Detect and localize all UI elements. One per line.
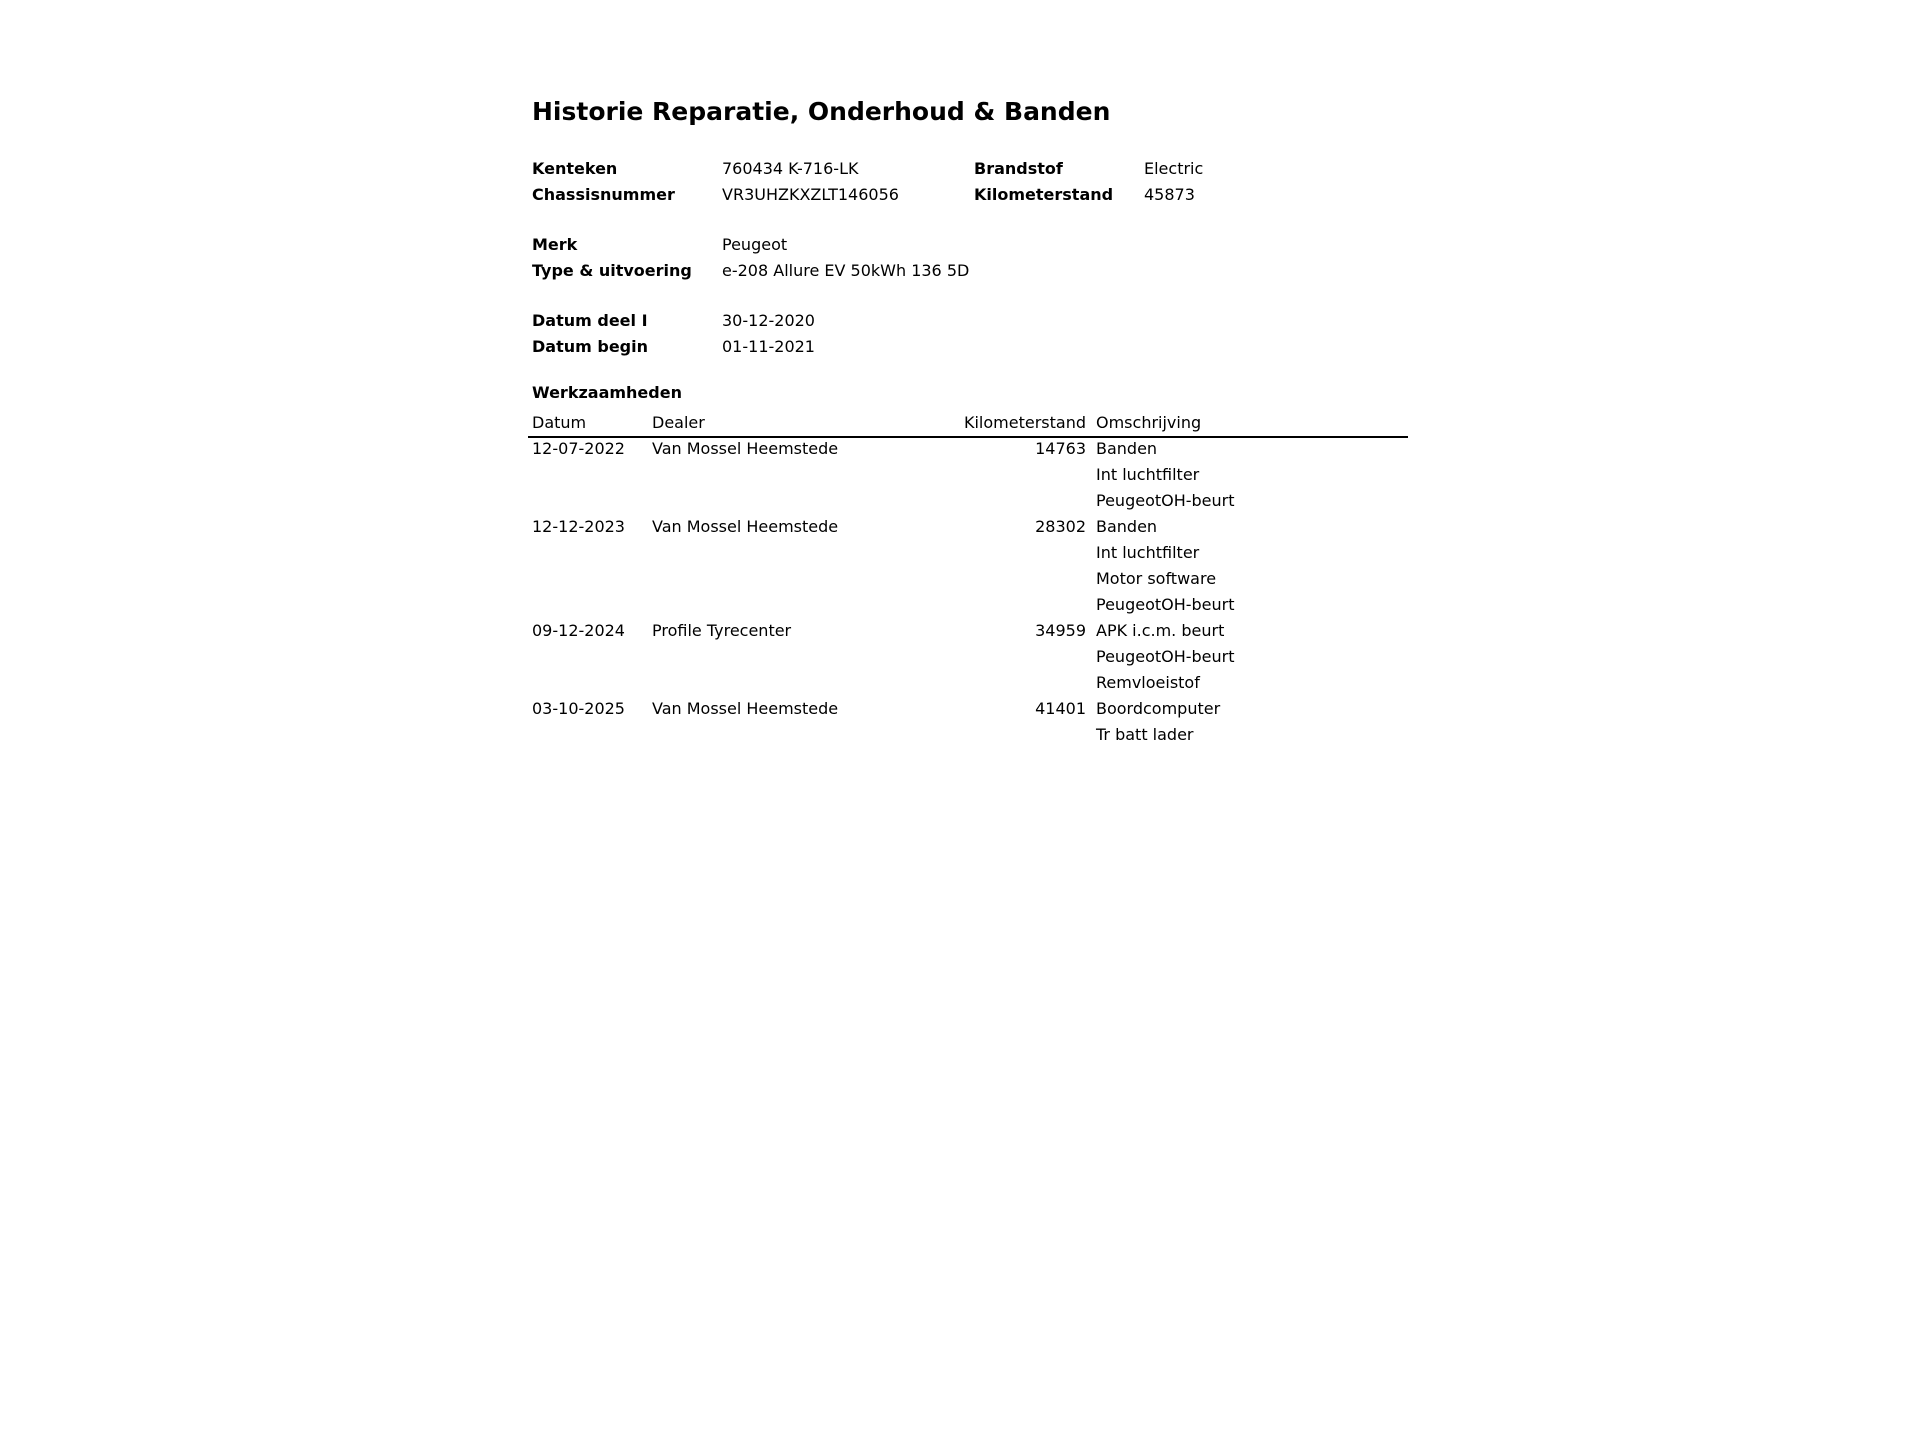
cell-dealer: Profile Tyrecenter: [652, 621, 792, 640]
kenteken-value: 760434 K-716-LK: [722, 159, 859, 178]
header-kilometerstand: Kilometerstand: [963, 413, 1086, 432]
cell-omschrijving: PeugeotOH-beurt: [1096, 595, 1235, 614]
cell-omschrijving: Remvloeistof: [1096, 673, 1200, 692]
brandstof-label: Brandstof: [974, 159, 1063, 178]
table-row: [528, 618, 1408, 644]
datum-begin-field: [532, 334, 648, 360]
cell-omschrijving: Motor software: [1096, 569, 1217, 588]
cell-datum: 12-07-2022: [532, 439, 625, 458]
chassis-field: [532, 182, 675, 208]
cell-datum: 12-12-2023: [532, 517, 625, 536]
merk-value: Peugeot: [722, 235, 788, 254]
header-dealer: Dealer: [652, 413, 705, 432]
werkzaamheden-title: Werkzaamheden: [532, 383, 682, 402]
header-datum: Datum: [532, 413, 587, 432]
table-row: [528, 644, 1408, 670]
cell-omschrijving: Int luchtfilter: [1096, 543, 1200, 562]
table-row: [528, 566, 1408, 592]
table-row: [528, 462, 1408, 488]
table-row: [528, 540, 1408, 566]
cell-omschrijving: Tr batt lader: [1096, 725, 1194, 744]
table-row: [528, 436, 1408, 462]
type-field: [532, 258, 692, 284]
datum-deel-value: 30-12-2020: [722, 311, 815, 330]
cell-dealer: Van Mossel Heemstede: [652, 699, 839, 718]
table-row: [528, 514, 1408, 540]
chassis-value: VR3UHZKXZLT146056: [722, 185, 899, 204]
cell-kilometerstand: 34959: [1035, 621, 1086, 640]
header-omschrijving: Omschrijving: [1096, 413, 1202, 432]
cell-omschrijving: PeugeotOH-beurt: [1096, 647, 1235, 666]
table-body: [528, 436, 1408, 748]
type-value: e-208 Allure EV 50kWh 136 5D: [722, 261, 970, 280]
cell-omschrijving: APK i.c.m. beurt: [1096, 621, 1225, 640]
kenteken-field: [532, 156, 617, 182]
merk-field: [532, 232, 577, 258]
cell-omschrijving: Boordcomputer: [1096, 699, 1221, 718]
cell-kilometerstand: 41401: [1035, 699, 1086, 718]
type-label: Type & uitvoering: [532, 261, 692, 280]
brandstof-field: [974, 156, 1063, 182]
datum-deel-label: Datum deel I: [532, 311, 648, 330]
datum-begin-label: Datum begin: [532, 337, 648, 356]
table-header: [528, 410, 1408, 438]
cell-omschrijving: Banden: [1096, 517, 1158, 536]
kilometerstand-label: Kilometerstand: [974, 185, 1114, 204]
cell-datum: 09-12-2024: [532, 621, 625, 640]
kilometerstand-value: 45873: [1144, 185, 1195, 204]
cell-dealer: Van Mossel Heemstede: [652, 439, 839, 458]
cell-kilometerstand: 14763: [1035, 439, 1086, 458]
chassis-label: Chassisnummer: [532, 185, 675, 204]
cell-dealer: Van Mossel Heemstede: [652, 517, 839, 536]
merk-label: Merk: [532, 235, 578, 254]
table-row: [528, 488, 1408, 514]
page-title: Historie Reparatie, Onderhoud & Banden: [532, 97, 1111, 126]
table-row: [528, 696, 1408, 722]
cell-kilometerstand: 28302: [1035, 517, 1086, 536]
kilometerstand-field: [974, 182, 1113, 208]
cell-omschrijving: PeugeotOH-beurt: [1096, 491, 1235, 510]
cell-datum: 03-10-2025: [532, 699, 625, 718]
datum-begin-value: 01-11-2021: [722, 337, 815, 356]
kenteken-label: Kenteken: [532, 159, 618, 178]
brandstof-value: Electric: [1144, 159, 1204, 178]
table-row: [528, 670, 1408, 696]
table-row: [528, 722, 1408, 748]
datum-deel-field: [532, 308, 648, 334]
cell-omschrijving: Banden: [1096, 439, 1158, 458]
cell-omschrijving: Int luchtfilter: [1096, 465, 1200, 484]
table-row: [528, 592, 1408, 618]
